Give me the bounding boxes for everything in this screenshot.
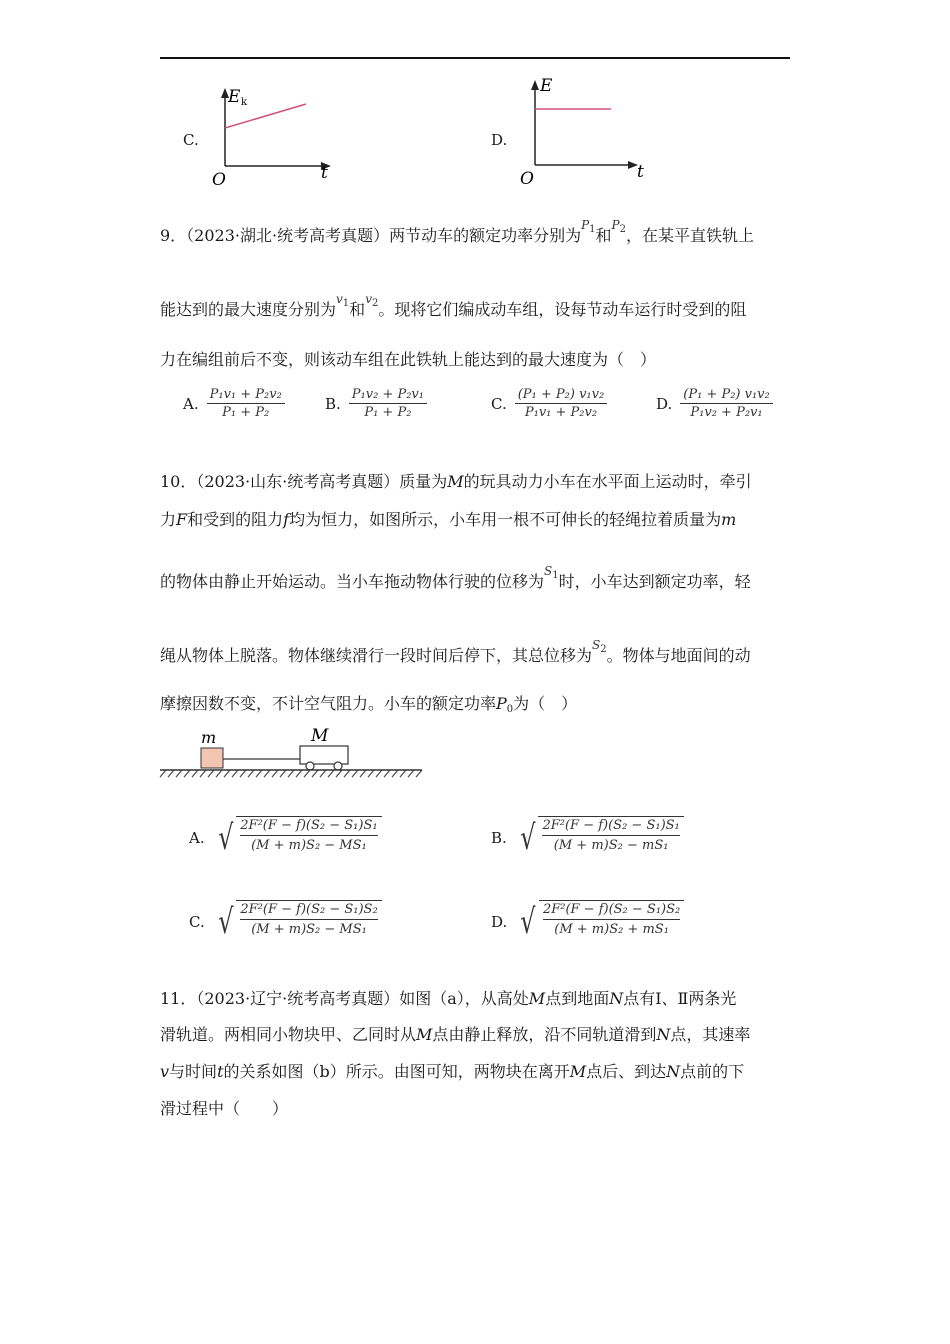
block-label: m: [201, 728, 217, 747]
sqrt-expression: √ $\frac{\text{2F²(F − f)(S₂ − S₁)S₂}}{\text{(M + m)S₂ + mS₁}}$: [517, 900, 684, 944]
option-label: A.: [189, 829, 205, 847]
cart-wheel: [306, 762, 314, 770]
option-label: C.: [189, 913, 205, 931]
q10-option-c[interactable]: [189, 900, 382, 944]
option-label: D.: [491, 913, 508, 931]
x-axis-label: t: [321, 163, 328, 183]
ek-line: [225, 104, 306, 128]
q9-line-3: 力在编组前后不变，则该动车组在此铁轨上能达到的最大速度为（ ）: [160, 350, 657, 369]
y-axis-label: E: [540, 76, 553, 96]
block-m: [201, 748, 223, 768]
option-label: B.: [491, 829, 507, 847]
cart-label: M: [311, 726, 329, 746]
option-c-label: C.: [183, 131, 199, 149]
fraction: $\frac{\text{P₁v₂ + P₂v₁}}{\text{P₁ + P₂}}$: [349, 387, 427, 420]
cart-wheel: [334, 762, 342, 770]
q9-option-a[interactable]: [183, 387, 285, 420]
sqrt-expression: √ $\frac{\text{2F²(F − f)(S₂ − S₁)S₂}}{\text{(M + m)S₂ − MS₁}}$: [215, 900, 382, 944]
q9-option-b[interactable]: [325, 387, 427, 420]
graph-d: [510, 72, 660, 192]
y-axis-arrow: [531, 80, 539, 90]
q10-option-d[interactable]: [491, 900, 684, 944]
option-label: A.: [183, 394, 199, 413]
q10-option-b[interactable]: [491, 816, 684, 860]
option-label: D.: [656, 394, 673, 413]
fraction: $\frac{\text{(P₁ + P₂) v₁v₂}}{\text{P₁v₂ + P₂v₁}}$: [680, 387, 772, 420]
fraction: $\frac{\text{(P₁ + P₂) v₁v₂}}{\text{P₁v₁ + P₂v₂}}$: [515, 387, 607, 420]
q10-line-5: 摩擦因数不变，不计空气阻力。小车的额定功率$P_0$为（ ）: [160, 694, 578, 715]
sqrt-expression: √ $\frac{\text{2F²(F − f)(S₂ − S₁)S₁}}{\text{(M + m)S₂ − MS₁}}$: [215, 816, 382, 860]
header-rule: [160, 57, 790, 59]
graph-c: [200, 78, 350, 193]
q9-line-1: 9．（2023·湖北·统考高考真题）两节动车的额定功率分别为$^{P_1}$和$^{P_2}$，在某平直铁轨上: [160, 218, 755, 245]
q10-line-2: 力F和受到的阻力f均为恒力，如图所示，小车用一根不可伸长的轻绳拉着质量为m: [160, 510, 737, 529]
fraction: $\frac{\text{P₁v₁ + P₂v₂}}{\text{P₁ + P₂}}$: [207, 387, 285, 420]
q11-line-1: 11．（2023·辽宁·统考高考真题）如图（a），从高处M点到地面N点有Ⅰ、Ⅱ两条光: [160, 989, 737, 1008]
y-axis-label: E: [228, 87, 241, 107]
cart-body: [300, 746, 348, 764]
q10-line-3: 的物体由静止开始运动。当小车拖动物体行驶的位移为$^{S_1}$时，小车达到额定功率，轻: [160, 564, 751, 591]
origin-label: O: [212, 170, 226, 190]
q11-line-2: 滑轨道。两相同小物块甲、乙同时从M点由静止释放，沿不同轨道滑到N点，其速率: [160, 1025, 751, 1044]
option-d-label: D.: [491, 131, 508, 149]
x-axis-label: t: [637, 162, 644, 182]
q11-line-4: 滑过程中（ ）: [160, 1099, 289, 1118]
origin-label: O: [520, 169, 534, 189]
sqrt-expression: √ $\frac{\text{2F²(F − f)(S₂ − S₁)S₁}}{\text{(M + m)S₂ − mS₁}}$: [517, 816, 684, 860]
ground-hatch: [160, 770, 422, 777]
q9-line-2: 能达到的最大速度分别为$^{v_1}$和$^{v_2}$。现将它们编成动车组，设每节动车运行时受到的阻: [160, 292, 747, 319]
option-label: C.: [491, 394, 507, 413]
y-axis-sub: k: [241, 97, 248, 108]
q10-line-1: 10．（2023·山东·统考高考真题）质量为M的玩具动力小车在水平面上运动时，牵引: [160, 472, 752, 491]
q9-option-c[interactable]: [491, 387, 607, 420]
q9-option-d[interactable]: [656, 387, 773, 420]
q10-line-4: 绳从物体上脱落。物体继续滑行一段时间后停下，其总位移为$^{S_2}$。物体与地面间的动: [160, 638, 751, 665]
option-label: B.: [325, 394, 341, 413]
q10-option-a[interactable]: [189, 816, 382, 860]
q11-line-3: v与时间t的关系如图（b）所示。由图可知，两物块在离开M点后、到达N点前的下: [160, 1062, 745, 1081]
q10-diagram: [158, 724, 428, 780]
